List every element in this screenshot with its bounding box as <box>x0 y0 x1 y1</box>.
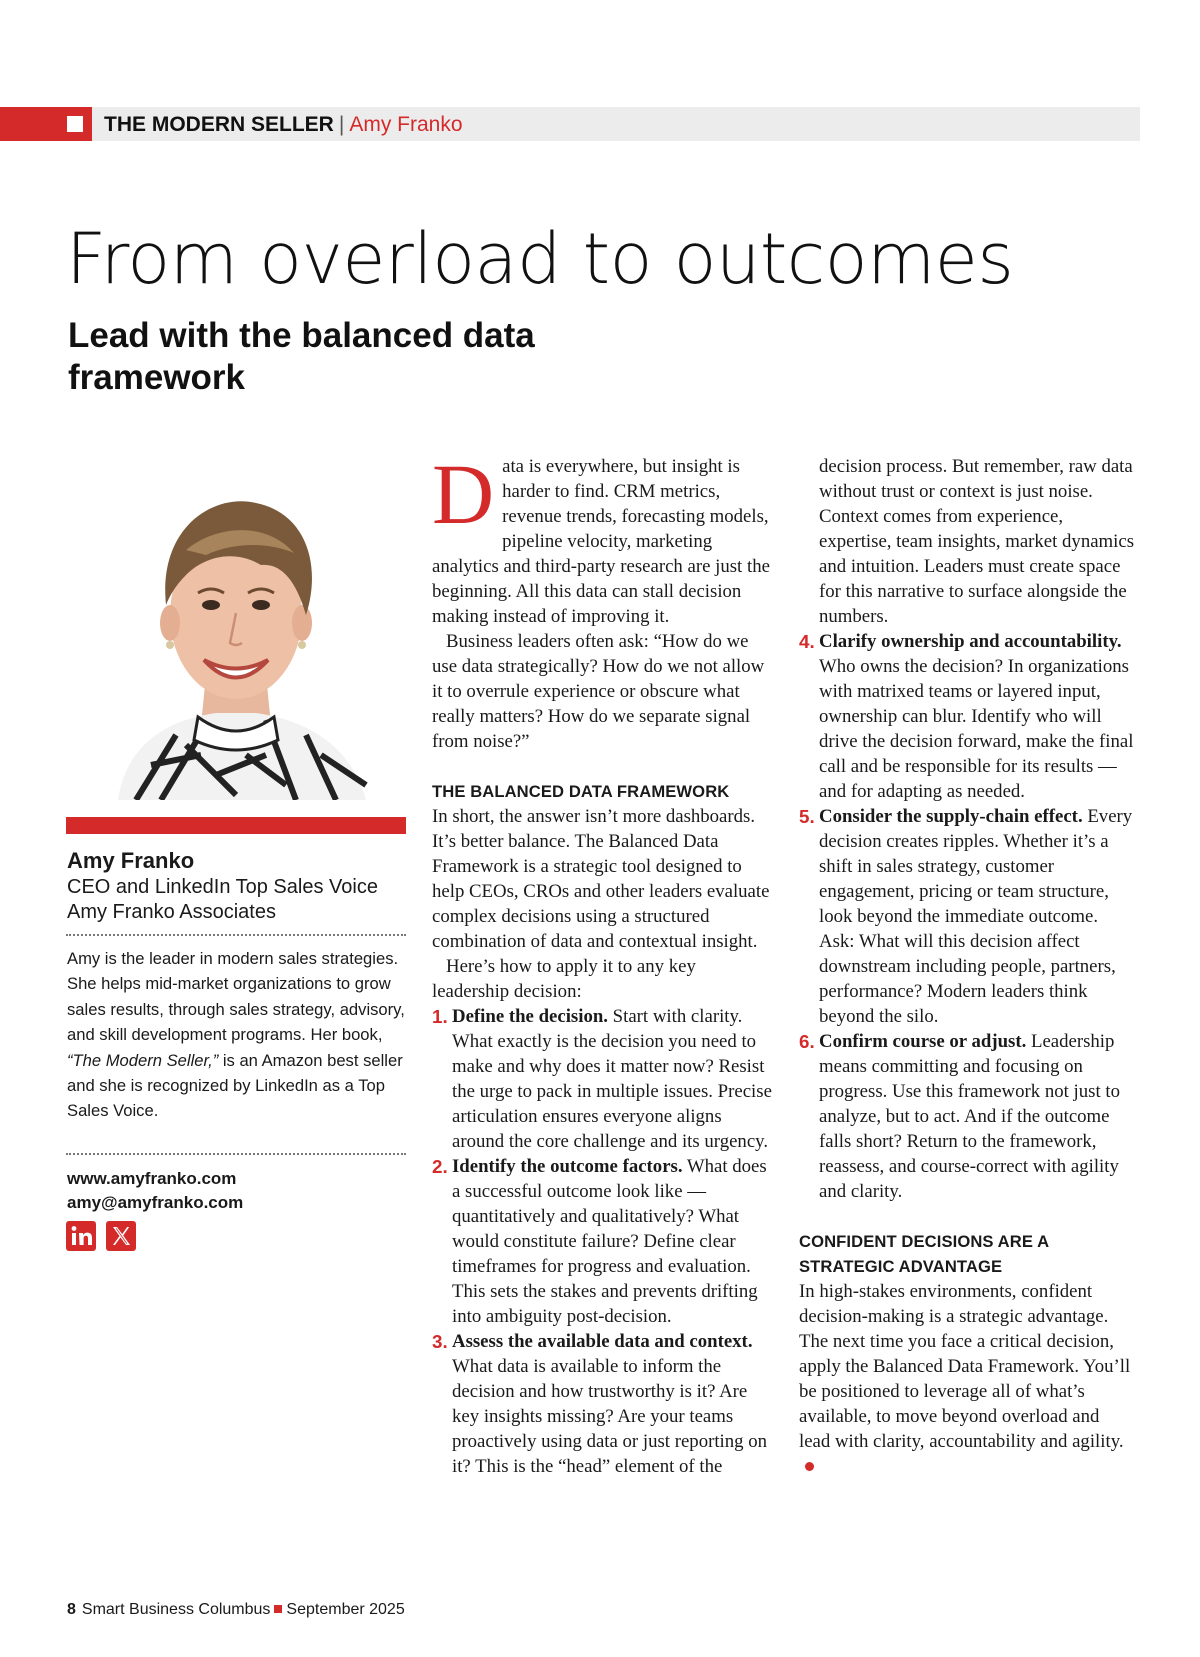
email-link[interactable]: amy@amyfranko.com <box>67 1193 244 1212</box>
footer-square-icon <box>274 1605 282 1613</box>
book-title: “The Modern Seller,” <box>67 1050 219 1070</box>
bio-accent-bar <box>66 817 406 834</box>
bio-divider <box>66 934 406 936</box>
end-mark-icon <box>805 1462 814 1471</box>
bio-divider <box>66 1153 406 1155</box>
publication-name: Smart Business Columbus <box>81 1601 271 1618</box>
article-column-2 <box>799 454 1135 1479</box>
section-heading: THE BALANCED DATA FRAMEWORK <box>432 782 730 801</box>
list-item-continued: decision process. But remember, raw data without trust or context is just noise. Context comes from experience, expertise, team insights, market dynamics and intuition. Leaders must create space for this narrative to surface alongside the numbers. <box>819 456 1135 627</box>
list-item: 4. Clarify ownership and accountability. Who owns the decision? In organizations with matrixed teams or layered input, ownership can blur. Identify who will drive the decision forward, make the final call and be responsible for its results — and for adapting as needed. <box>799 631 1134 802</box>
dropcap: D <box>432 446 495 542</box>
list-item: 3. Assess the available data and context. What data is available to inform the decision and how trustworthy is it? Are key insights missing? Are your teams proactively using data or just reporting on it? This is the “head” element of the <box>432 1331 768 1477</box>
intro-paragraph: Data is everywhere, but insight is harder to find. CRM metrics, revenue trends, forecasting models, pipeline velocity, marketing analytics and third-party research are just the beginning. All this data can stall decision making instead of improving it. <box>432 446 770 627</box>
section-header <box>104 108 463 142</box>
paragraph: Here’s how to apply it to any key leadership decision: <box>432 956 696 1002</box>
article-column-1 <box>432 446 772 1479</box>
header-square-icon <box>67 116 83 132</box>
website-link[interactable]: www.amyfranko.com <box>67 1169 237 1188</box>
series-title: THE MODERN SELLER <box>104 113 334 136</box>
issue-date: September 2025 <box>286 1601 405 1618</box>
bio-company: Amy Franko Associates <box>67 901 276 923</box>
list-item: 5. Consider the supply-chain effect. Every decision creates ripples. Whether it’s a shift in sales strategy, customer engagement, pricing or team structure, look beyond the immediate outcome. Ask: What will this decision affect downstream including people, partners, performance? Modern leaders think beyond the silo. <box>799 806 1133 1027</box>
bio-name: Amy Franko <box>67 848 195 873</box>
author-portrait <box>66 455 406 800</box>
paragraph: In short, the answer isn’t more dashboards. It’s better balance. The Balanced Data Framework is a strategic tool designed to help CEOs, CROs and other leaders evaluate complex decisions using a structured combination of data and contextual insight. <box>432 806 770 952</box>
page-footer <box>67 1598 405 1622</box>
list-item: 2. Identify the outcome factors. What does a successful outcome look like — quantitatively and qualitatively? What would constitute failure? Define clear timeframes for progress and evaluation. This sets the stakes and prevents drifting into ambiguity post-decision. <box>432 1156 767 1327</box>
bio-description: Amy is the leader in modern sales strategies. She helps mid-market organizations to grow sales results, through sales strategy, advisory, and skill development programs. Her book, “The Modern Seller,” is an Amazon best seller and she is recognized by LinkedIn as a Top Sales Voice. <box>67 949 405 1121</box>
bio-role: CEO and LinkedIn Top Sales Voice <box>67 876 378 898</box>
header-separator: | <box>338 113 345 136</box>
closing-paragraph: In high-stakes environments, confident decision-making is a strategic advantage. The next time you face a critical decision, apply the Balanced Data Framework. You’ll be positioned to leverage all of what’s available, to move beyond overload and lead with clarity, accountability and agility. <box>799 1279 1135 1479</box>
article-subtitle: Lead with the balanced data framework <box>68 316 535 397</box>
linkedin-icon[interactable] <box>66 1221 96 1251</box>
section-heading: CONFIDENT DECISIONS ARE A STRATEGIC ADVANTAGE <box>799 1232 1049 1276</box>
list-item: 1. Define the decision. Start with clarity. What exactly is the decision you need to make and why does it matter now? Resist the urge to pack in multiple issues. Precise articulation ensures everyone aligns around the core challenge and its urgency. <box>432 1006 772 1152</box>
header-author: Amy Franko <box>349 113 463 136</box>
page-number: 8 <box>67 1601 76 1618</box>
list-item: 6. Confirm course or adjust. Leadership means committing and focusing on progress. Use this framework not just to analyze, but to act. And if the outcome falls short? Return to the framework, reassess, and course-correct with agility and clarity. <box>799 1031 1120 1202</box>
x-icon[interactable] <box>106 1221 136 1251</box>
article-title: From overload to outcomes <box>66 218 1014 300</box>
paragraph: Business leaders often ask: “How do we use data strategically? How do we not allow it to overrule experience or obscure what really matters? How do we separate signal from noise?” <box>432 631 765 752</box>
